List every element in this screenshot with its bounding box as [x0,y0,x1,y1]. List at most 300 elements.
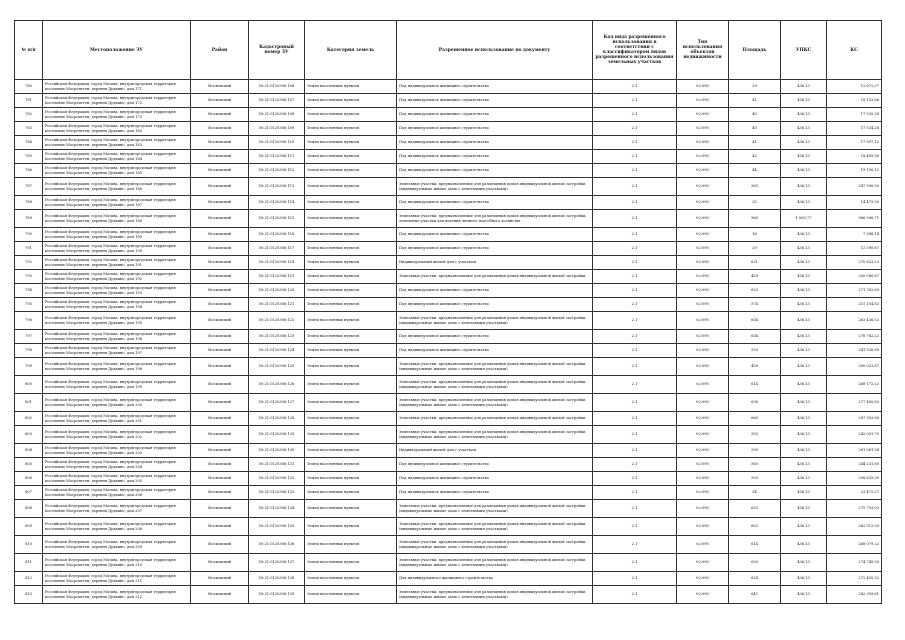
cell-cadastral-number: 50:21:0120306:133 [249,486,305,500]
cell-upks: 436,13 [781,412,827,426]
cell-area: 459 [729,358,781,376]
cell-ks: 200 080,87 [827,270,882,284]
cell-use-code: 2.1 [593,210,677,228]
cell-area: 623 [729,284,781,298]
cell-use-code: 2.1 [593,344,677,358]
cell-ks: 7 588,14 [827,228,882,242]
cell-area: 565 [729,178,781,196]
cell-permitted-use: Под индивидуальное жилищное строительство [397,80,593,94]
table-row [15,518,882,536]
cell-land-category: Земли населенных пунктов [305,394,397,412]
cell-number: 794 [15,284,43,298]
cell-number: 811 [15,554,43,572]
cell-upks: 436,13 [781,330,827,344]
cell-upks: 436,13 [781,486,827,500]
cell-cadastral-number: 50:21:0120306:138 [249,572,305,586]
cell-ks: 242 051,70 [827,426,882,444]
cell-number: 787 [15,178,43,196]
cell-number: 804 [15,444,43,458]
cell-location: Российская Федерация, город Москва, внутригородская территория поселение Мосрентген, деревня Дудкино, дом 184 [43,150,191,164]
cell-upks: 436,13 [781,284,827,298]
cell-area: 630 [729,554,781,572]
table-row [15,330,882,344]
cell-number: 783 [15,122,43,136]
cell-cadastral-number: 50:21:0120306:109 [249,122,305,136]
cell-number: 803 [15,426,43,444]
cell-land-category: Земли населенных пунктов [305,122,397,136]
cell-area: 633 [729,500,781,518]
cell-land-category: Земли населенных пунктов [305,80,397,94]
cell-area: 614 [729,376,781,394]
cell-area: 40 [729,122,781,136]
cell-use-code: 2.1 [593,518,677,536]
land-plots-table [14,20,882,604]
cell-land-category: Земли населенных пунктов [305,486,397,500]
cell-upks: 436,13 [781,444,827,458]
cell-ks: 247 590,50 [827,178,882,196]
cell-district: Московский [191,312,249,330]
cell-upks: 436,13 [781,178,827,196]
cell-use-code: 2.1 [593,586,677,604]
cell-use-type: 02:090 [677,108,729,122]
table-body [15,80,882,604]
cell-district: Московский [191,586,249,604]
cell-district: Московский [191,136,249,150]
cell-district: Московский [191,536,249,554]
cell-use-code: 2.1 [593,196,677,210]
cell-cadastral-number: 50:21:0120306:125 [249,358,305,376]
cell-land-category: Земли населенных пунктов [305,412,397,426]
cell-use-type: 02:090 [677,122,729,136]
table-row [15,394,882,412]
table-row [15,284,882,298]
cell-upks: 436,13 [781,500,827,518]
cell-number: 801 [15,394,43,412]
cell-use-code: 2.1 [593,108,677,122]
cell-area: 33 [729,196,781,210]
cell-district: Московский [191,554,249,572]
cell-use-type: 02:090 [677,270,729,284]
cell-use-code: 2.1 [593,256,677,270]
cell-permitted-use: Земельные участки, предназначенные для размещения домов индивидуальной жилой застройки (индивидуальные жилые дома с земельными участками) [397,426,593,444]
cell-permitted-use: Земельные участки, предназначенные для размещения домов индивидуальной жилой застройки (индивидуальные жилые дома с земельными участками) [397,312,593,330]
col-header-cadastral-number: Кадастровый номер ЗУ [249,21,305,80]
cell-number: 791 [15,242,43,256]
cell-district: Московский [191,210,249,228]
cell-area: 647 [729,586,781,604]
cell-ks: 282 359,61 [827,586,882,604]
cell-district: Московский [191,228,249,242]
cell-land-category: Земли населенных пунктов [305,210,397,228]
cell-ks: 276 782,22 [827,330,882,344]
cell-number: 796 [15,312,43,330]
cell-land-category: Земли населенных пунктов [305,458,397,472]
cell-cadastral-number: 50:21:0120306:127 [249,394,305,412]
table-row [15,150,882,164]
cell-cadastral-number: 50:21:0120306:114 [249,196,305,210]
cell-number: 785 [15,150,43,164]
cell-use-type: 02:090 [677,210,729,228]
table-row [15,256,882,270]
cell-location: Российская Федерация, город Москва, внутригородская территория поселение Мосрентген, деревня Дудкино, дом 211 [43,572,191,586]
cell-number: 780 [15,80,43,94]
cell-location: Российская Федерация, город Москва, внутригородская территория поселение Мосрентген, деревня Дудкино, дом 206 [43,486,191,500]
cell-use-type: 02:090 [677,394,729,412]
cell-permitted-use: Земельные участки, предназначенные для размещения домов индивидуальной жилой застройки [397,270,593,284]
table-row [15,458,882,472]
cell-ks: 271 762,60 [827,284,882,298]
cell-use-type: 02:090 [677,426,729,444]
cell-land-category: Земли населенных пунктов [305,344,397,358]
cell-permitted-use: Под индивидуальное жилищное строительство [397,150,593,164]
cell-area: 41 [729,94,781,108]
cell-number: 793 [15,270,43,284]
cell-land-category: Земли населенных пунктов [305,136,397,150]
cell-location: Российская Федерация, город Москва, внутригородская территория поселение Мосрентген, деревня Дудкино, дом 202 [43,426,191,444]
col-header-land-category: Категория земель [305,21,397,80]
cell-cadastral-number: 50:21:0120306:123 [249,330,305,344]
cell-area: 560 [729,458,781,472]
cell-location: Российская Федерация, город Москва, внутригородская территория поселение Мосрентген, деревня Дудкино, дом 186 [43,178,191,196]
cell-permitted-use: Под индивидуальное жилищное строительство [397,344,593,358]
cell-upks: 436,13 [781,94,827,108]
cell-use-type: 02:090 [677,554,729,572]
cell-area: 602 [729,518,781,536]
cell-location: Российская Федерация, город Москва, внутригородская территория поселение Мосрентген, деревня Дудкино, дом 207 [43,500,191,518]
cell-location: Российская Федерация, город Москва, внутригородская территория поселение Мосрентген, деревня Дудкино, дом 182 [43,122,191,136]
cell-use-type: 02:090 [677,256,729,270]
cell-cadastral-number: 50:21:0120306:126 [249,376,305,394]
cell-cadastral-number: 50:21:0120306:120 [249,284,305,298]
cell-district: Московский [191,344,249,358]
cell-ks: 287 953,80 [827,412,882,426]
cell-cadastral-number: 50:21:0120306:107 [249,94,305,108]
cell-use-type: 02:090 [677,376,729,394]
cell-cadastral-number: 50:21:0120306:136 [249,536,305,554]
cell-cadastral-number: 50:21:0120306:112 [249,164,305,178]
cell-upks: 436,13 [781,394,827,412]
cell-district: Московский [191,256,249,270]
cell-land-category: Земли населенных пунктов [305,330,397,344]
table-row [15,586,882,604]
cell-land-category: Земли населенных пунктов [305,108,397,122]
table-row [15,122,882,136]
cell-upks: 1 069,77 [781,210,827,228]
cell-cadastral-number: 50:21:0120306:137 [249,554,305,572]
cell-upks: 436,13 [781,376,827,394]
cell-location: Российская Федерация, город Москва, внутригородская территория поселение Мосрентген, деревня Дудкино, дом 192 [43,270,191,284]
cell-land-category: Земли населенных пунктов [305,164,397,178]
cell-use-code: 2.1 [593,80,677,94]
cell-ks: 268 079,22 [827,536,882,554]
cell-use-type: 02:090 [677,196,729,210]
cell-district: Московский [191,150,249,164]
cell-use-type: 02:090 [677,80,729,94]
cell-permitted-use: Под индивидуальное жилищное строительство [397,486,593,500]
cell-cadastral-number: 50:21:0120306:139 [249,586,305,604]
cell-location: Российская Федерация, город Москва, внутригородская территория поселение Мосрентген, деревня Дудкино, дом 187 [43,196,191,210]
cell-number: 808 [15,500,43,518]
cell-ks: 17 997,12 [827,136,882,150]
cell-use-code: 2.1 [593,270,677,284]
cell-land-category: Земли населенных пунктов [305,518,397,536]
cell-land-category: Земли населенных пунктов [305,178,397,196]
cell-use-type: 02:090 [677,518,729,536]
cell-upks: 436,13 [781,196,827,210]
cell-permitted-use: Индивидуальный жилой дом с участком [397,444,593,458]
cell-ks: 200 023,87 [827,358,882,376]
cell-cadastral-number: 50:21:0120306:131 [249,458,305,472]
cell-district: Московский [191,94,249,108]
cell-number: 790 [15,228,43,242]
cell-use-code: 2.1 [593,298,677,312]
cell-number: 792 [15,256,43,270]
cell-use-code: 2.1 [593,554,677,572]
cell-use-code: 2.1 [593,242,677,256]
cell-ks: 272 455,32 [827,572,882,586]
cell-permitted-use: Под индивидуальное жилищное строительство [397,242,593,256]
cell-location: Российская Федерация, город Москва, внутригородская территория поселение Мосрентген, деревня Дудкино, дом 195 [43,312,191,330]
cell-number: 798 [15,344,43,358]
cell-permitted-use: Под индивидуальное жилищное строительство [397,330,593,344]
cell-use-code: 2.1 [593,330,677,344]
cell-number: 810 [15,536,43,554]
cell-upks: 436,13 [781,242,827,256]
cell-land-category: Земли населенных пунктов [305,284,397,298]
cell-district: Московский [191,330,249,344]
cell-location: Российская Федерация, город Москва, внутригородская территория поселение Мосрентген, деревня Дудкино, дом 208 [43,518,191,536]
cell-upks: 436,13 [781,270,827,284]
cell-land-category: Земли населенных пунктов [305,242,397,256]
cell-number: 781 [15,94,43,108]
cell-use-type: 02:090 [677,586,729,604]
cell-district: Московский [191,242,249,256]
table-row [15,358,882,376]
cell-location: Российская Федерация, город Москва, внутригородская территория поселение Мосрентген, деревня Дудкино, дом 210 [43,554,191,572]
table-row [15,554,882,572]
table-row [15,536,882,554]
cell-use-code: 2.1 [593,94,677,108]
cell-area: 636 [729,394,781,412]
cell-permitted-use: Под индивидуальное жилищное строительство [397,196,593,210]
cell-location: Российская Федерация, город Москва, внутригородская территория поселение Мосрентген, деревня Дудкино, дом 190 [43,242,191,256]
cell-land-category: Земли населенных пунктов [305,270,397,284]
cell-upks: 436,13 [781,164,827,178]
cell-area: 553 [729,344,781,358]
cell-land-category: Земли населенных пунктов [305,298,397,312]
cell-permitted-use: Земельные участки, предназначенные для размещения домов индивидуальной жилой застройки (индивидуальные жилые дома с земельными участками) [397,394,593,412]
cell-district: Московский [191,298,249,312]
cell-location: Российская Федерация, город Москва, внутригородская территория поселение Мосрентген, деревня Дудкино, дом 183 [43,136,191,150]
table-row [15,344,882,358]
cell-ks: 241 526,80 [827,344,882,358]
cell-number: 789 [15,210,43,228]
cell-district: Московский [191,376,249,394]
cell-cadastral-number: 50:21:0120306:106 [249,80,305,94]
cell-use-code: 2.1 [593,358,677,376]
cell-number: 812 [15,572,43,586]
cell-number: 802 [15,412,43,426]
cell-land-category: Земли населенных пунктов [305,358,397,376]
cell-land-category: Земли населенных пунктов [305,228,397,242]
cell-cadastral-number: 50:21:0120306:121 [249,298,305,312]
table-row [15,242,882,256]
cell-district: Московский [191,80,249,94]
cell-location: Российская Федерация, город Москва, внутригородская территория поселение Мосрентген, деревня Дудкино, дом 194 [43,298,191,312]
table-row [15,472,882,486]
cell-cadastral-number: 50:21:0120306:116 [249,228,305,242]
cell-location: Российская Федерация, город Москва, внутригородская территория поселение Мосрентген, деревня Дудкино, дом 198 [43,358,191,376]
table-row [15,376,882,394]
cell-district: Московский [191,500,249,518]
cell-upks: 436,13 [781,586,827,604]
cell-location: Российская Федерация, город Москва, внутригородская территория поселение Мосрентген, деревня Дудкино, дом 188 [43,210,191,228]
cell-location: Российская Федерация, город Москва, внутригородская территория поселение Мосрентген, деревня Дудкино, дом 201 [43,412,191,426]
cell-area: 40 [729,108,781,122]
cell-area: 634 [729,330,781,344]
cell-upks: 436,13 [781,358,827,376]
cell-land-category: Земли населенных пунктов [305,586,397,604]
cell-use-type: 02:090 [677,164,729,178]
cell-number: 795 [15,298,43,312]
col-header-upks: УПКС [781,21,827,80]
cell-use-type: 02:090 [677,298,729,312]
cell-district: Московский [191,572,249,586]
cell-area: 41 [729,136,781,150]
cell-permitted-use: Под индивидуальное жилищное строительство [397,228,593,242]
cell-ks: 274 749,55 [827,554,882,572]
cell-upks: 436,13 [781,458,827,472]
cell-use-code: 2.1 [593,458,677,472]
cell-area: 660 [729,412,781,426]
table-row [15,572,882,586]
cell-use-type: 02:090 [677,358,729,376]
cell-district: Московский [191,178,249,196]
cell-ks: 18 495,56 [827,150,882,164]
cell-area: 621 [729,256,781,270]
cell-area: 599 [729,444,781,458]
cell-use-code: 2.1 [593,284,677,298]
cell-use-type: 02:090 [677,150,729,164]
cell-permitted-use: Земельные участки, предназначенные для размещения домов индивидуальной жилой застройки (индивидуальные жилые дома с земельными участками) [397,554,593,572]
table-row [15,444,882,458]
cell-district: Московский [191,472,249,486]
cell-ks: 12 590,87 [827,242,882,256]
cell-cadastral-number: 50:21:0120306:134 [249,500,305,518]
cell-district: Московский [191,196,249,210]
cell-district: Московский [191,444,249,458]
document-page [14,20,881,604]
cell-cadastral-number: 50:21:0120306:110 [249,136,305,150]
cell-area: 624 [729,572,781,586]
cell-permitted-use: Под индивидуальное жилищное строительство [397,136,593,150]
cell-location: Российская Федерация, город Москва, внутригородская территория поселение Мосрентген, деревня Дудкино, дом 204 [43,458,191,472]
cell-use-type: 02:090 [677,178,729,196]
table-row [15,500,882,518]
cell-ks: 244 231,80 [827,458,882,472]
cell-ks: 17 535,28 [827,108,882,122]
cell-permitted-use: Под индивидуальное жилищное строительство [397,108,593,122]
cell-number: 807 [15,486,43,500]
cell-ks: 262 512,09 [827,518,882,536]
cell-permitted-use: Земельные участки, предназначенные для размещения домов индивидуальной жилой застройки, земельные участки для ведения личного подсобного хозяйства [397,210,593,228]
cell-ks: 261 061,94 [827,444,882,458]
cell-cadastral-number: 50:21:0120306:124 [249,344,305,358]
cell-land-category: Земли населенных пунктов [305,94,397,108]
cell-upks: 436,13 [781,572,827,586]
table-row [15,164,882,178]
cell-use-code: 2.1 [593,412,677,426]
cell-upks: 436,13 [781,122,827,136]
cell-land-category: Земли населенных пунктов [305,376,397,394]
cell-district: Московский [191,394,249,412]
cell-cadastral-number: 50:21:0120306:130 [249,444,305,458]
col-header-area: Площадь [729,21,781,80]
cell-number: 786 [15,164,43,178]
cell-area: 960 [729,210,781,228]
cell-number: 799 [15,358,43,376]
cell-use-type: 02:090 [677,284,729,298]
col-header-district: Район [191,21,249,80]
cell-district: Московский [191,122,249,136]
cell-area: 29 [729,80,781,94]
cell-upks: 436,13 [781,344,827,358]
cell-land-category: Земли населенных пунктов [305,426,397,444]
cell-upks: 436,13 [781,136,827,150]
cell-upks: 436,13 [781,298,827,312]
cell-cadastral-number: 50:21:0120306:118 [249,256,305,270]
table-row [15,210,882,228]
cell-use-type: 02:090 [677,486,729,500]
cell-cadastral-number: 50:21:0120306:122 [249,312,305,330]
table-row [15,486,882,500]
cell-permitted-use: Земельные участки, предназначенные для размещения домов индивидуальной жилой застройки (индивидуальные жилые дома с земельными участками) [397,536,593,554]
cell-use-code: 2.1 [593,486,677,500]
col-header-location: Местоположение ЗУ [43,21,191,80]
cell-district: Московский [191,164,249,178]
cell-district: Московский [191,518,249,536]
cell-use-type: 02:090 [677,94,729,108]
table-row [15,312,882,330]
cell-ks: 275 793,02 [827,500,882,518]
cell-land-category: Земли населенных пунктов [305,554,397,572]
cell-permitted-use: Под индивидуальное жилищное строительство [397,284,593,298]
cell-permitted-use: Под индивидуальное жилищное строительство [397,458,593,472]
table-row [15,426,882,444]
cell-area: 614 [729,536,781,554]
cell-use-type: 02:090 [677,444,729,458]
cell-upks: 436,13 [781,554,827,572]
table-row [15,196,882,210]
cell-permitted-use: Под индивидуальное жилищное строительство [397,472,593,486]
cell-upks: 436,13 [781,150,827,164]
cell-use-type: 02:090 [677,330,729,344]
cell-number: 782 [15,108,43,122]
cell-number: 797 [15,330,43,344]
cell-location: Российская Федерация, город Москва, внутригородская территория поселение Мосрентген, деревня Дудкино, дом 203 [43,444,191,458]
cell-ks: 270 623,23 [827,256,882,270]
cell-ks: 277 465,82 [827,394,882,412]
cell-area: 459 [729,270,781,284]
cell-permitted-use: Земельные участки, предназначенные для размещения домов индивидуальной жилой застройки (индивидуальные жилые дома с земельными участками) [397,586,593,604]
cell-area: 42 [729,150,781,164]
cell-area: 574 [729,298,781,312]
cell-permitted-use: Земельные участки, предназначенные для размещения домов индивидуальной жилой застройки (индивидуальные жилые дома с земельными участками) [397,518,593,536]
cell-cadastral-number: 50:21:0120306:119 [249,270,305,284]
cell-land-category: Земли населенных пунктов [305,536,397,554]
cell-use-type: 02:090 [677,228,729,242]
table-row [15,228,882,242]
